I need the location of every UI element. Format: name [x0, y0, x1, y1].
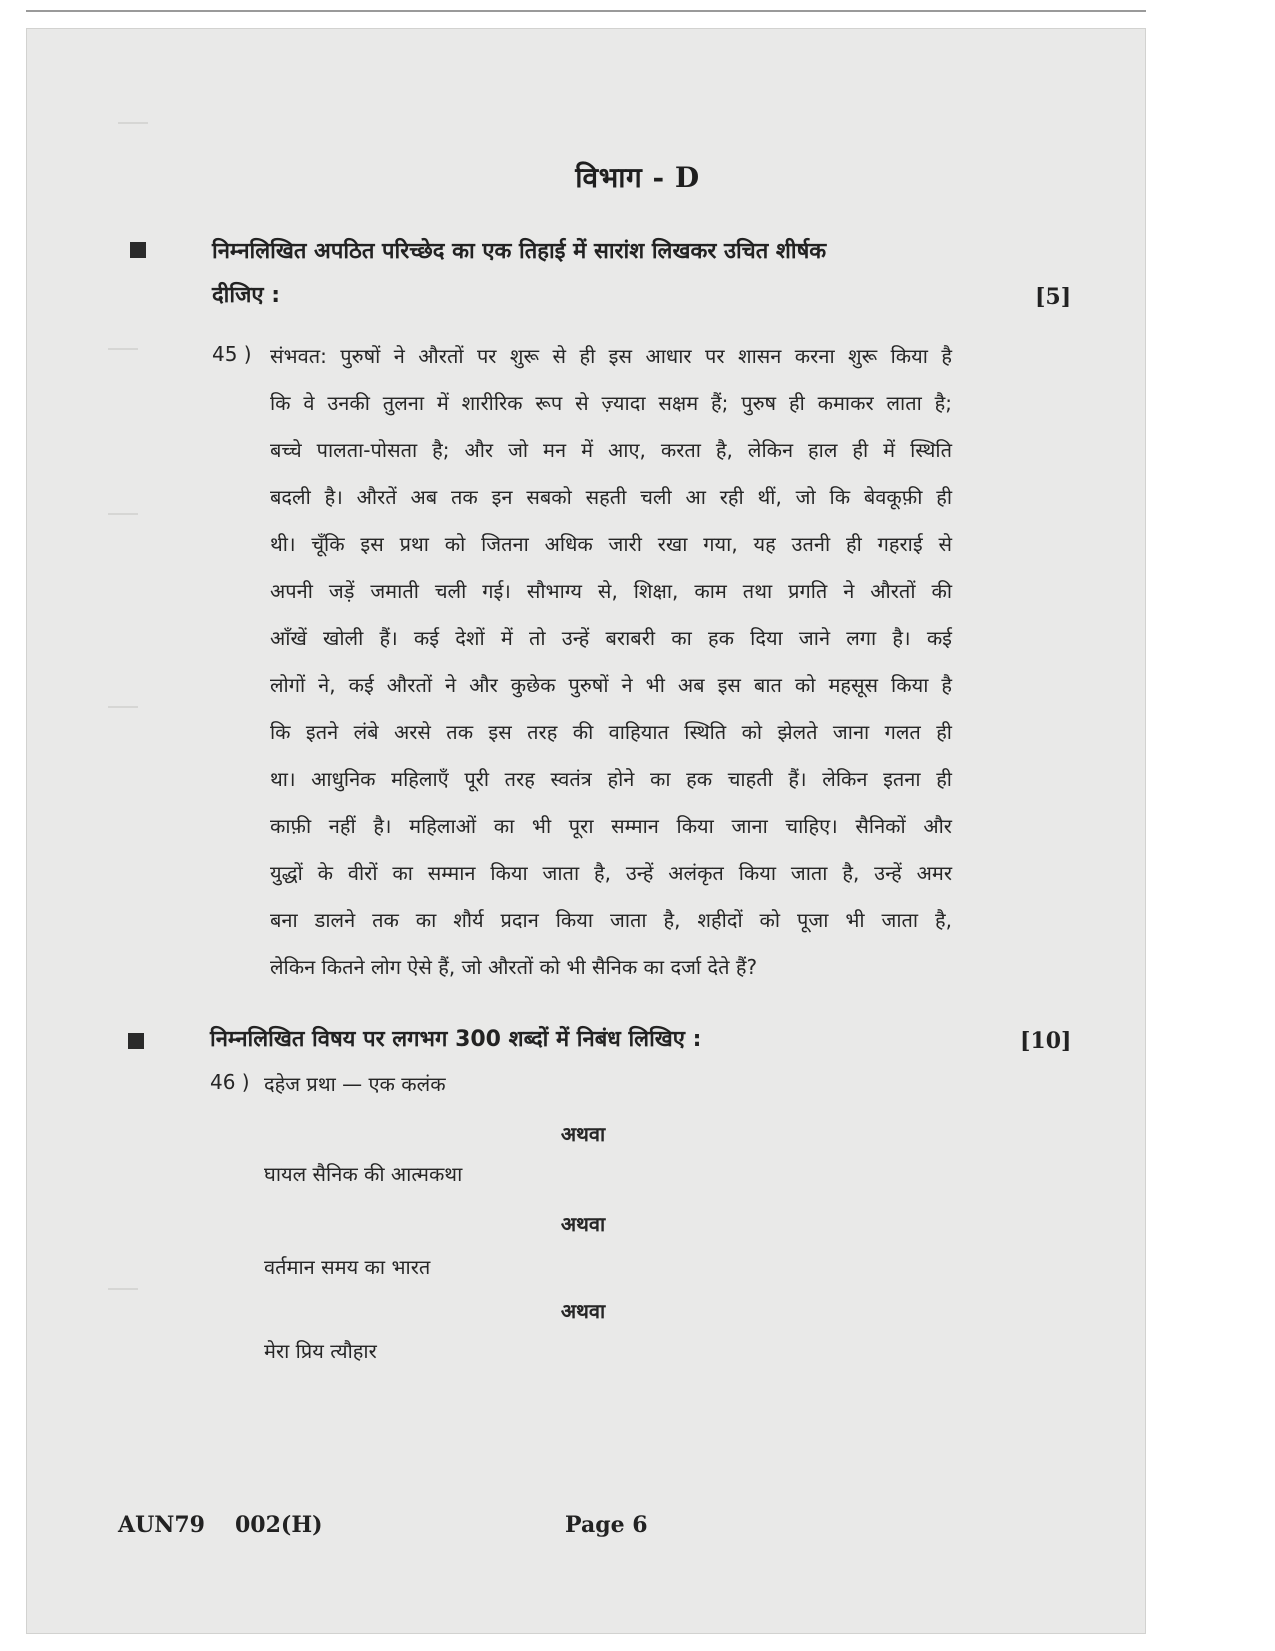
passage-line: था। आधुनिक महिलाएँ पूरी तरह स्वतंत्र होने का हक चाहती हैं। लेकिन इतना ही	[270, 767, 952, 791]
passage-line: बच्चे पालता-पोसता है; और जो मन में आए, करता है, लेकिन हाल ही में स्थिति	[270, 438, 952, 462]
page-edge-line	[26, 10, 1146, 12]
bleed-through-mark	[108, 495, 138, 515]
passage-line: थी। चूँकि इस प्रथा को जितना अधिक जारी रखा गया, यह उतनी ही गहराई से	[270, 532, 952, 556]
q45-instruction-line1: निम्नलिखित अपठित परिच्छेद का एक तिहाई में सारांश लिखकर उचित शीर्षक	[212, 239, 827, 264]
q45-marks: [5]	[1035, 284, 1072, 310]
essay-topic-3: वर्तमान समय का भारत	[264, 1255, 431, 1279]
bleed-through-mark	[108, 330, 138, 350]
passage-line: बदली है। औरतें अब तक इन सबको सहती चली आ रही थीं, जो कि बेवकूफ़ी ही	[270, 485, 952, 509]
or-label: अथवा	[560, 1299, 606, 1323]
essay-topic-2: घायल सैनिक की आत्मकथा	[264, 1162, 463, 1186]
question-bullet-icon	[130, 242, 146, 258]
passage-line: संभवत: पुरुषों ने औरतों पर शुरू से ही इस आधार पर शासन करना शुरू किया है	[270, 344, 952, 368]
footer-subject-code: 002(H)	[235, 1512, 323, 1538]
passage-line: अपनी जड़ें जमाती चली गई। सौभाग्य से, शिक्षा, काम तथा प्रगति ने औरतों की	[270, 579, 952, 603]
question-bullet-icon	[128, 1033, 144, 1049]
q46-marks: [10]	[1020, 1028, 1072, 1054]
section-title: विभाग - D	[575, 161, 700, 194]
essay-topic-4: मेरा प्रिय त्यौहार	[264, 1339, 377, 1363]
passage-line: कि वे उनकी तुलना में शारीरिक रूप से ज़्यादा सक्षम हैं; पुरुष ही कमाकर लाता है;	[270, 391, 952, 415]
passage-line: लोगों ने, कई औरतों ने और कुछेक पुरुषों ने भी अब इस बात को महसूस किया है	[270, 673, 952, 697]
bleed-through-mark	[108, 688, 138, 708]
footer-page-number: Page 6	[565, 1512, 648, 1538]
footer-paper-code: AUN79	[118, 1512, 205, 1538]
bleed-through-mark	[118, 104, 148, 124]
passage-line: बना डालने तक का शौर्य प्रदान किया जाता है, शहीदों को पूजा भी जाता है,	[270, 908, 952, 932]
q46-number: 46 )	[210, 1070, 250, 1094]
q45-number: 45 )	[212, 342, 252, 366]
passage-line: युद्धों के वीरों का सम्मान किया जाता है, उन्हें अलंकृत किया जाता है, उन्हें अमर	[270, 861, 952, 885]
bleed-through-mark	[108, 1270, 138, 1290]
passage-line: लेकिन कितने लोग ऐसे हैं, जो औरतों को भी सैनिक का दर्जा देते हैं?	[270, 955, 758, 979]
q45-passage	[270, 336, 952, 994]
passage-line: कि इतने लंबे अरसे तक इस तरह की वाहियात स्थिति को झेलते जाना गलत ही	[270, 720, 952, 744]
or-label: अथवा	[560, 1212, 606, 1236]
essay-topic-1: दहेज प्रथा — एक कलंक	[264, 1072, 446, 1096]
q45-instruction-line2: दीजिए :	[212, 283, 281, 308]
q46-instruction: निम्नलिखित विषय पर लगभग 300 शब्दों में निबंध लिखिए :	[210, 1027, 702, 1052]
passage-line: आँखें खोली हैं। कई देशों में तो उन्हें बराबरी का हक दिया जाने लगा है। कई	[270, 626, 952, 650]
or-label: अथवा	[560, 1122, 606, 1146]
passage-line: काफ़ी नहीं है। महिलाओं का भी पूरा सम्मान किया जाना चाहिए। सैनिकों और	[270, 814, 952, 838]
